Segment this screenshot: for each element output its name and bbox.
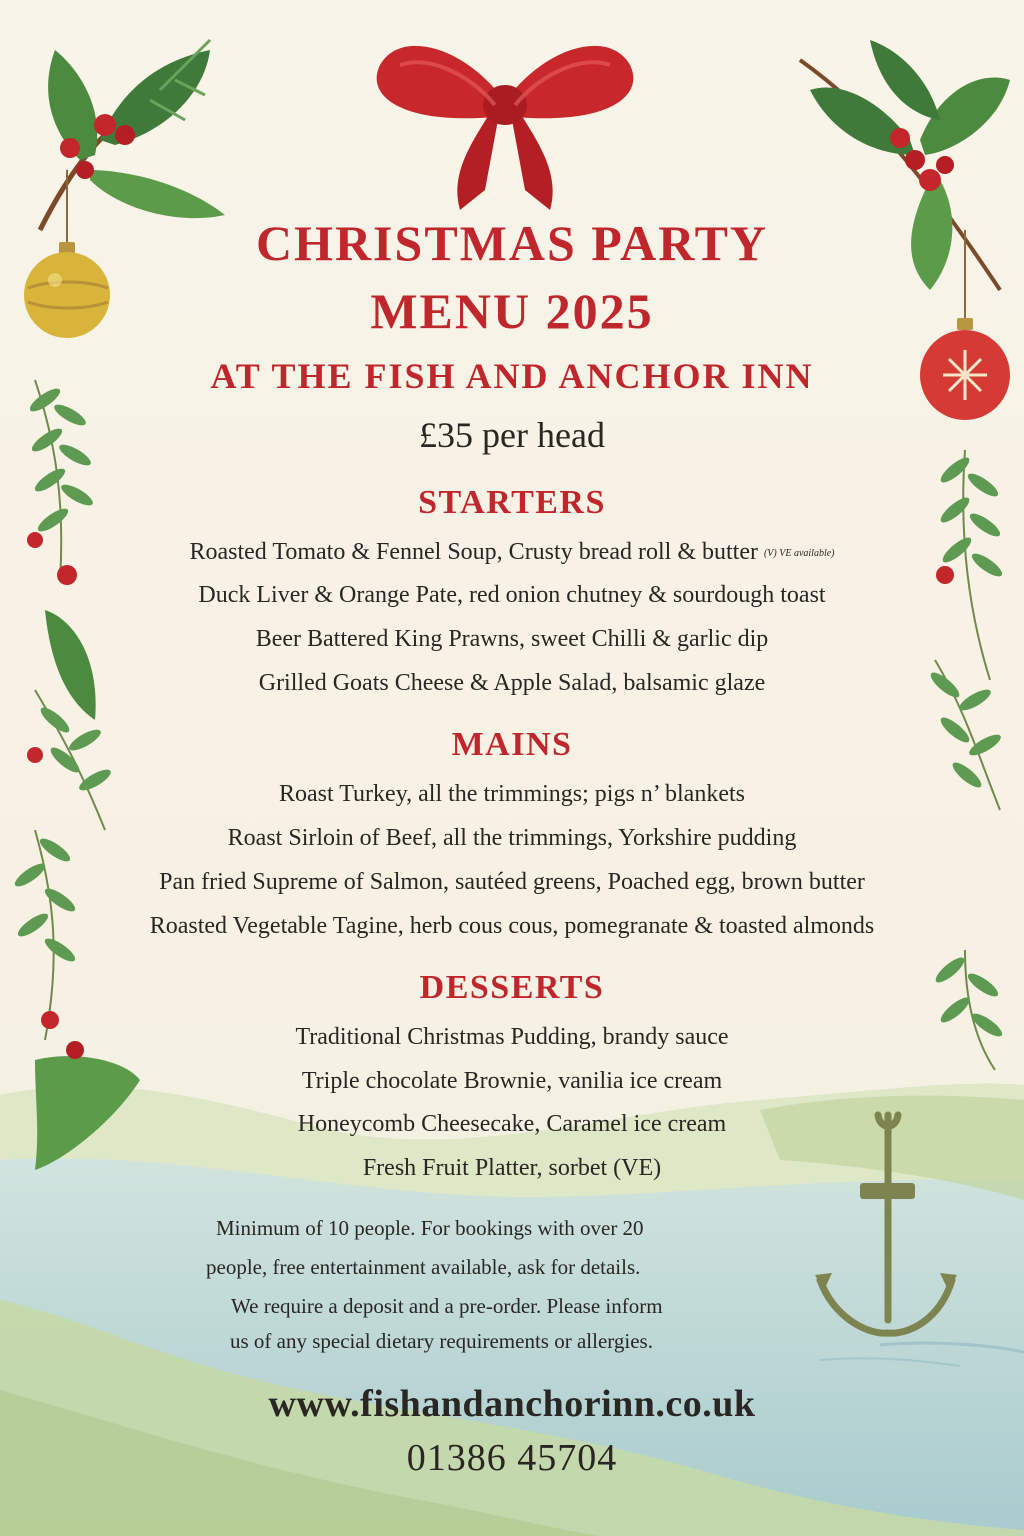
main-item: Roast Sirloin of Beef, all the trimmings, Yorkshire pudding	[227, 825, 797, 851]
starters-heading: STARTERS	[418, 484, 606, 521]
booking-info-line: We require a deposit and a pre-order. Please inform	[231, 1294, 663, 1318]
dietary-note: (V) VE available)	[763, 548, 835, 559]
venue-subtitle: AT THE FISH AND ANCHOR INN	[210, 356, 814, 396]
phone-number[interactable]: 01386 45704	[406, 1437, 618, 1479]
dessert-item: Fresh Fruit Platter, sorbet (VE)	[362, 1155, 662, 1181]
main-item: Roasted Vegetable Tagine, herb cous cous, pomegranate & toasted almonds	[149, 913, 875, 939]
booking-info-line: us of any special dietary requirements or allergies.	[230, 1329, 653, 1353]
starter-item: Beer Battered King Prawns, sweet Chilli & garlic dip	[255, 626, 769, 652]
starter-item: Duck Liver & Orange Pate, red onion chutney & sourdough toast	[198, 582, 826, 608]
dessert-item: Traditional Christmas Pudding, brandy sauce	[295, 1024, 729, 1050]
price-per-head: £35 per head	[419, 415, 605, 455]
desserts-heading: DESSERTS	[419, 969, 605, 1006]
starter-item: Grilled Goats Cheese & Apple Salad, balsamic glaze	[258, 670, 766, 696]
dessert-item: Honeycomb Cheesecake, Caramel ice cream	[297, 1111, 727, 1137]
booking-info-line: people, free entertainment available, ask for details.	[206, 1255, 641, 1279]
title-line-2: MENU 2025	[370, 283, 654, 339]
main-item: Roast Turkey, all the trimmings; pigs n’ blankets	[279, 781, 745, 807]
website-link[interactable]: www.fishandanchorinn.co.uk	[268, 1383, 756, 1425]
dessert-item: Triple chocolate Brownie, vanilia ice cream	[301, 1068, 723, 1094]
title-line-1: CHRISTMAS PARTY	[255, 215, 769, 271]
booking-info-line: Minimum of 10 people. For bookings with over 20	[216, 1216, 644, 1240]
mains-heading: MAINS	[451, 726, 573, 763]
starter-item: Roasted Tomato & Fennel Soup, Crusty bread roll & butter (V) VE available)	[189, 539, 835, 565]
main-item: Pan fried Supreme of Salmon, sautéed greens, Poached egg, brown butter	[159, 869, 865, 895]
